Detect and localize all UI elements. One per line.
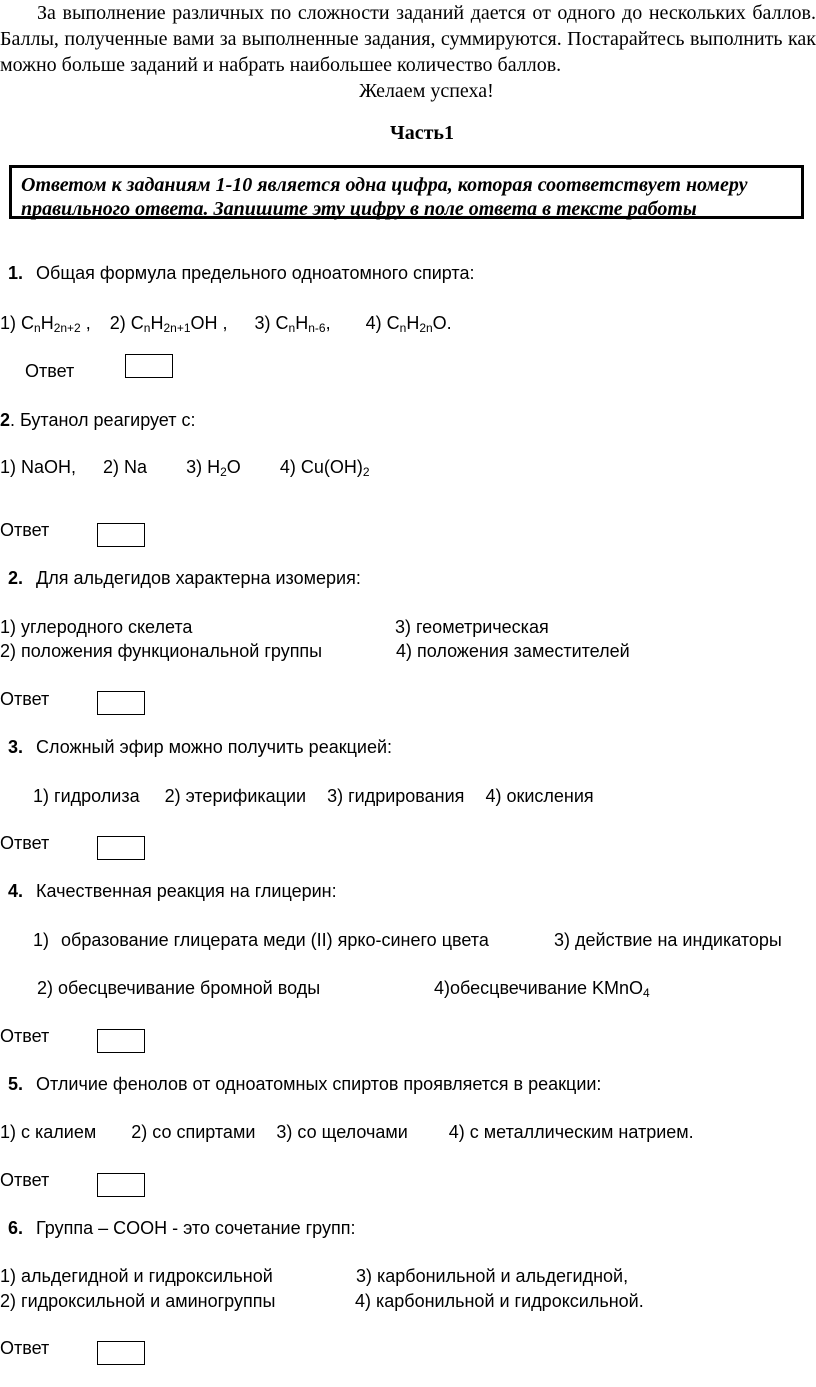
answer-box-7[interactable] (97, 1341, 145, 1365)
question-number: 4. (8, 881, 24, 901)
answer-box-4[interactable] (97, 836, 145, 860)
question-text: Сложный эфир можно получить реакцией: (36, 737, 393, 757)
option-4: 4) карбонильной и гидроксильной. (355, 1291, 644, 1311)
answer-label: Ответ (0, 689, 50, 709)
option-1: 1) углеродного скелета (0, 617, 193, 637)
option-1: 1) гидролиза (33, 786, 140, 806)
instruction-box: Ответом к заданиям 1-10 является одна цифра, которая соответствует номеру правильного ответа. Запишите эту цифру в поле ответа в тексте работы (9, 165, 804, 219)
option-4: 4) с металлическим натрием. (448, 1122, 694, 1142)
question-3 (8, 568, 361, 589)
option-4: 4) $C_nH_{2n}O$. (365, 313, 452, 335)
question-6-options (0, 1122, 694, 1143)
option-3: 3) $C_nH_{n-6}$, (254, 313, 331, 335)
question-5 (8, 881, 337, 902)
option-1: 1) $C_nH_{2n+2}$ , (0, 313, 91, 335)
option-3: 3) $H_2O$ (186, 457, 241, 479)
answer-box-1[interactable] (125, 354, 173, 378)
question-text: Для альдегидов характерна изомерия: (36, 568, 361, 588)
part-title: Часть1 (390, 122, 454, 144)
option-3: 3) карбонильной и альдегидной, (356, 1266, 629, 1286)
question-6 (8, 1074, 601, 1095)
option-4: 4)обесцвечивание KMnO$_4$ (434, 978, 650, 1000)
question-1 (8, 263, 474, 284)
question-number: 2. (8, 568, 24, 588)
option-4: 4) положения заместителей (396, 641, 630, 661)
answer-label: Ответ (0, 1026, 50, 1046)
option-2: 2) $C_nH_{2n+1}OH$ , (109, 313, 228, 335)
option-2: 2) обесцвечивание бромной воды (37, 978, 321, 998)
intro (0, 0, 816, 104)
option-2: 2) Na (103, 457, 148, 477)
answer-label: Ответ (0, 1338, 50, 1358)
question-text: Отличие фенолов от одноатомных спиртов проявляется в реакции: (36, 1074, 602, 1094)
question-number: 2 (0, 410, 11, 430)
answer-label: Ответ (0, 1170, 50, 1190)
option-1: 1) NaOH, (0, 457, 77, 477)
question-2-options (0, 457, 370, 479)
option-3: 3) действие на индикаторы (554, 930, 782, 950)
answer-label: Ответ (0, 520, 50, 540)
question-4 (8, 737, 392, 758)
question-text: Группа – COOH - это сочетание групп: (36, 1218, 356, 1238)
option-1: 1) образование глицерата меди (II) ярко-синего цвета (33, 930, 489, 950)
answer-box-2[interactable] (97, 523, 145, 547)
option-2: 2) этерификации (164, 786, 307, 806)
intro-wish: Желаем успеха! (359, 80, 494, 102)
question-4-options (33, 786, 594, 807)
question-text: Качественная реакция на глицерин: (36, 881, 337, 901)
question-number: 5. (8, 1074, 24, 1094)
option-1: 1) альдегидной и гидроксильной (0, 1266, 273, 1286)
option-1: 1) с калием (0, 1122, 97, 1142)
intro-paragraph: За выполнение различных по сложности заданий дается от одного до нескольких баллов. Баллы, полученные вами за выполненные задания, суммируются. Постарайтесь выполнить как можно больше заданий и набрать наибольшее количество баллов. (0, 2, 816, 76)
question-number: 3. (8, 737, 24, 757)
answer-label: Ответ (25, 361, 75, 381)
answer-box-5[interactable] (97, 1029, 145, 1053)
question-7 (8, 1218, 355, 1239)
question-text: Общая формула предельного одноатомного спирта: (36, 263, 475, 283)
option-3: 3) геометрическая (395, 617, 549, 637)
answer-box-6[interactable] (97, 1173, 145, 1197)
option-2: 2) со спиртами (131, 1122, 256, 1142)
answer-label: Ответ (0, 833, 50, 853)
question-text: . Бутанол реагирует с: (10, 410, 196, 430)
question-1-options (0, 313, 452, 335)
option-4: 4) окисления (485, 786, 594, 806)
answer-box-3[interactable] (97, 691, 145, 715)
question-number: 6. (8, 1218, 24, 1238)
option-4: 4) $Cu(OH)_2$ (279, 457, 370, 479)
option-3: 3) гидрирования (327, 786, 465, 806)
option-2: 2) положения функциональной группы (0, 641, 323, 661)
question-2 (0, 410, 195, 431)
option-2: 2) гидроксильной и аминогруппы (0, 1291, 276, 1311)
question-number: 1. (8, 263, 24, 283)
option-3: 3) со щелочами (276, 1122, 408, 1142)
